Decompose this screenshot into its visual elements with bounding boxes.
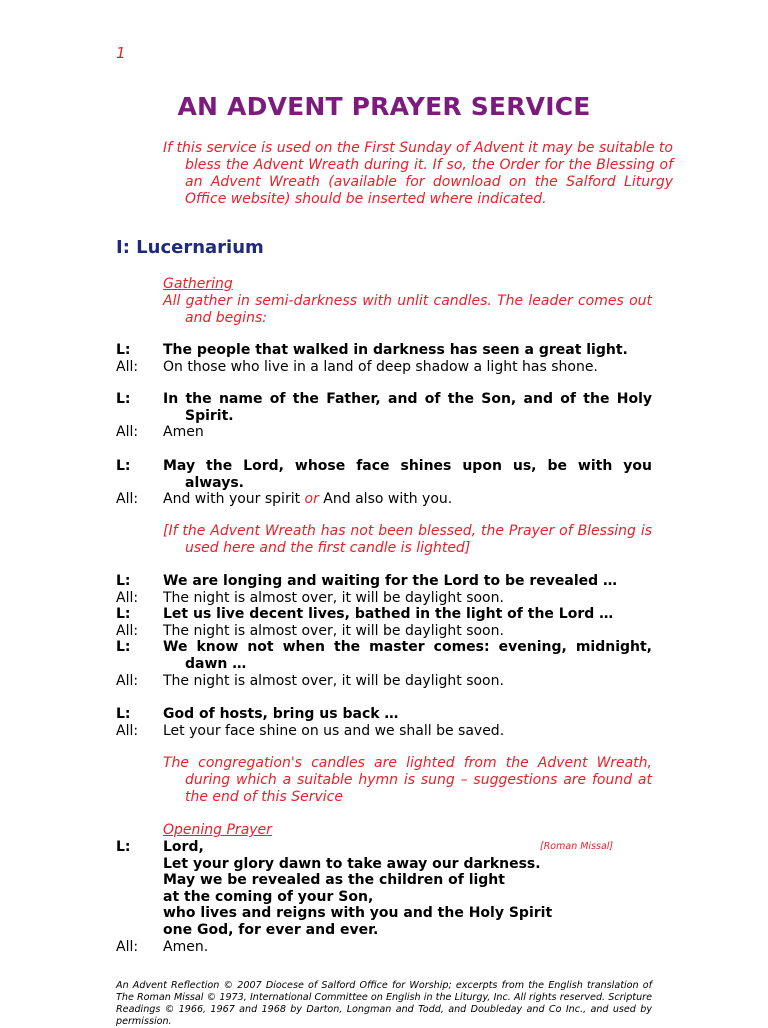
prayer-line: Lord, xyxy=(163,839,204,855)
prayer-line: May we be revealed as the children of light xyxy=(163,872,505,889)
leader-line-cont: always. xyxy=(185,474,244,491)
speaker-label: L: xyxy=(116,639,131,656)
copyright-footer: An Advent Reflection © 2007 Diocese of Salford Office for Worship; excerpts from the English translation of The Roman Missal © 1973, International Committee on English in the Liturgy, Inc. All rights reserved. Scripture Readings © 1966, 1967 and 1968 by Darton, Longman and Todd, and Doubleday and Co Inc., and used by permission. xyxy=(116,980,652,1027)
response-line: The night is almost over, it will be daylight soon. xyxy=(163,589,504,606)
speaker-label: All: xyxy=(116,589,139,606)
leader-line: In the name of the Father, and of the Son, and of the Holy xyxy=(163,391,652,407)
speaker-label: L: xyxy=(116,839,131,855)
gathering-rubric: All gather in semi-darkness with unlit candles. The leader comes out and begins: xyxy=(163,293,652,326)
response-line: The night is almost over, it will be daylight soon. xyxy=(163,672,504,689)
leader-line: Let us live decent lives, bathed in the light of the Lord … xyxy=(163,606,614,623)
leader-line: The people that walked in darkness has seen a great light. xyxy=(163,342,628,358)
blessing-note-block xyxy=(116,523,652,557)
speaker-label: L: xyxy=(116,606,131,623)
or-rubric: or xyxy=(304,491,319,508)
speaker-label: All: xyxy=(116,722,139,739)
response-line: Amen xyxy=(163,424,204,441)
speaker-label: L: xyxy=(116,391,131,407)
source-note: [Roman Missal] xyxy=(540,841,614,852)
speaker-label: All: xyxy=(116,672,139,689)
speaker-label: All: xyxy=(116,491,139,508)
speaker-label: All: xyxy=(116,622,139,639)
speaker-label: All: xyxy=(116,938,139,955)
leader-line-cont: dawn … xyxy=(185,655,247,672)
response-line: And with your spirit or And also with you. xyxy=(163,491,453,508)
gathering-block xyxy=(116,276,652,327)
leader-line: May the Lord, whose face shines upon us, be with you xyxy=(163,458,652,474)
intro-rubric: If this service is used on the First Sunday of Advent it may be suitable to bless the Advent Wreath during it. If so, the Order for the Blessing of an Advent Wreath (available for download on the Salford Liturgy Office website) should be inserted where indicated. xyxy=(163,140,673,207)
prayer-line: one God, for ever and ever. xyxy=(163,921,379,938)
leader-line-cont: Spirit. xyxy=(185,407,234,424)
speaker-label: All: xyxy=(116,358,139,375)
candles-note: The congregation's candles are lighted from the Advent Wreath, during which a suitable hymn is sung – suggestions are found at the end of this Service xyxy=(163,755,652,805)
speaker-label: L: xyxy=(116,573,131,589)
prayer-line: who lives and reigns with you and the Holy Spirit xyxy=(163,905,553,922)
leader-line: We are longing and waiting for the Lord to be revealed … xyxy=(163,573,618,589)
blessing-note: [If the Advent Wreath has not been blessed, the Prayer of Blessing is used here and the first candle is lighted] xyxy=(163,523,652,556)
response-line: Amen. xyxy=(163,938,209,955)
opening-prayer-heading: Opening Prayer xyxy=(163,822,272,838)
speaker-label: L: xyxy=(116,706,131,722)
leader-line: We know not when the master comes: evening, midnight, xyxy=(163,639,652,656)
prayer-line: Let your glory dawn to take away our darkness. xyxy=(163,855,541,872)
gathering-heading: Gathering xyxy=(163,276,233,292)
page-number: 1 xyxy=(116,44,126,62)
dialogue-3 xyxy=(116,458,652,508)
speaker-label: L: xyxy=(116,458,131,474)
speaker-label: All: xyxy=(116,424,139,441)
leader-line: God of hosts, bring us back … xyxy=(163,706,399,722)
speaker-label: L: xyxy=(116,342,131,358)
section-heading: I: Lucernarium xyxy=(116,237,264,258)
dialogue-4 xyxy=(116,706,652,739)
litany xyxy=(116,573,652,689)
dialogue-1 xyxy=(116,342,652,375)
response-line: On those who live in a land of deep shadow a light has shone. xyxy=(163,358,598,375)
dialogue-2 xyxy=(116,391,652,441)
prayer-line: at the coming of your Son, xyxy=(163,888,374,905)
response-line: The night is almost over, it will be daylight soon. xyxy=(163,622,504,639)
candles-note-block xyxy=(116,755,652,806)
response-line: Let your face shine on us and we shall be saved. xyxy=(163,722,505,739)
page-title: AN ADVENT PRAYER SERVICE xyxy=(177,92,591,121)
